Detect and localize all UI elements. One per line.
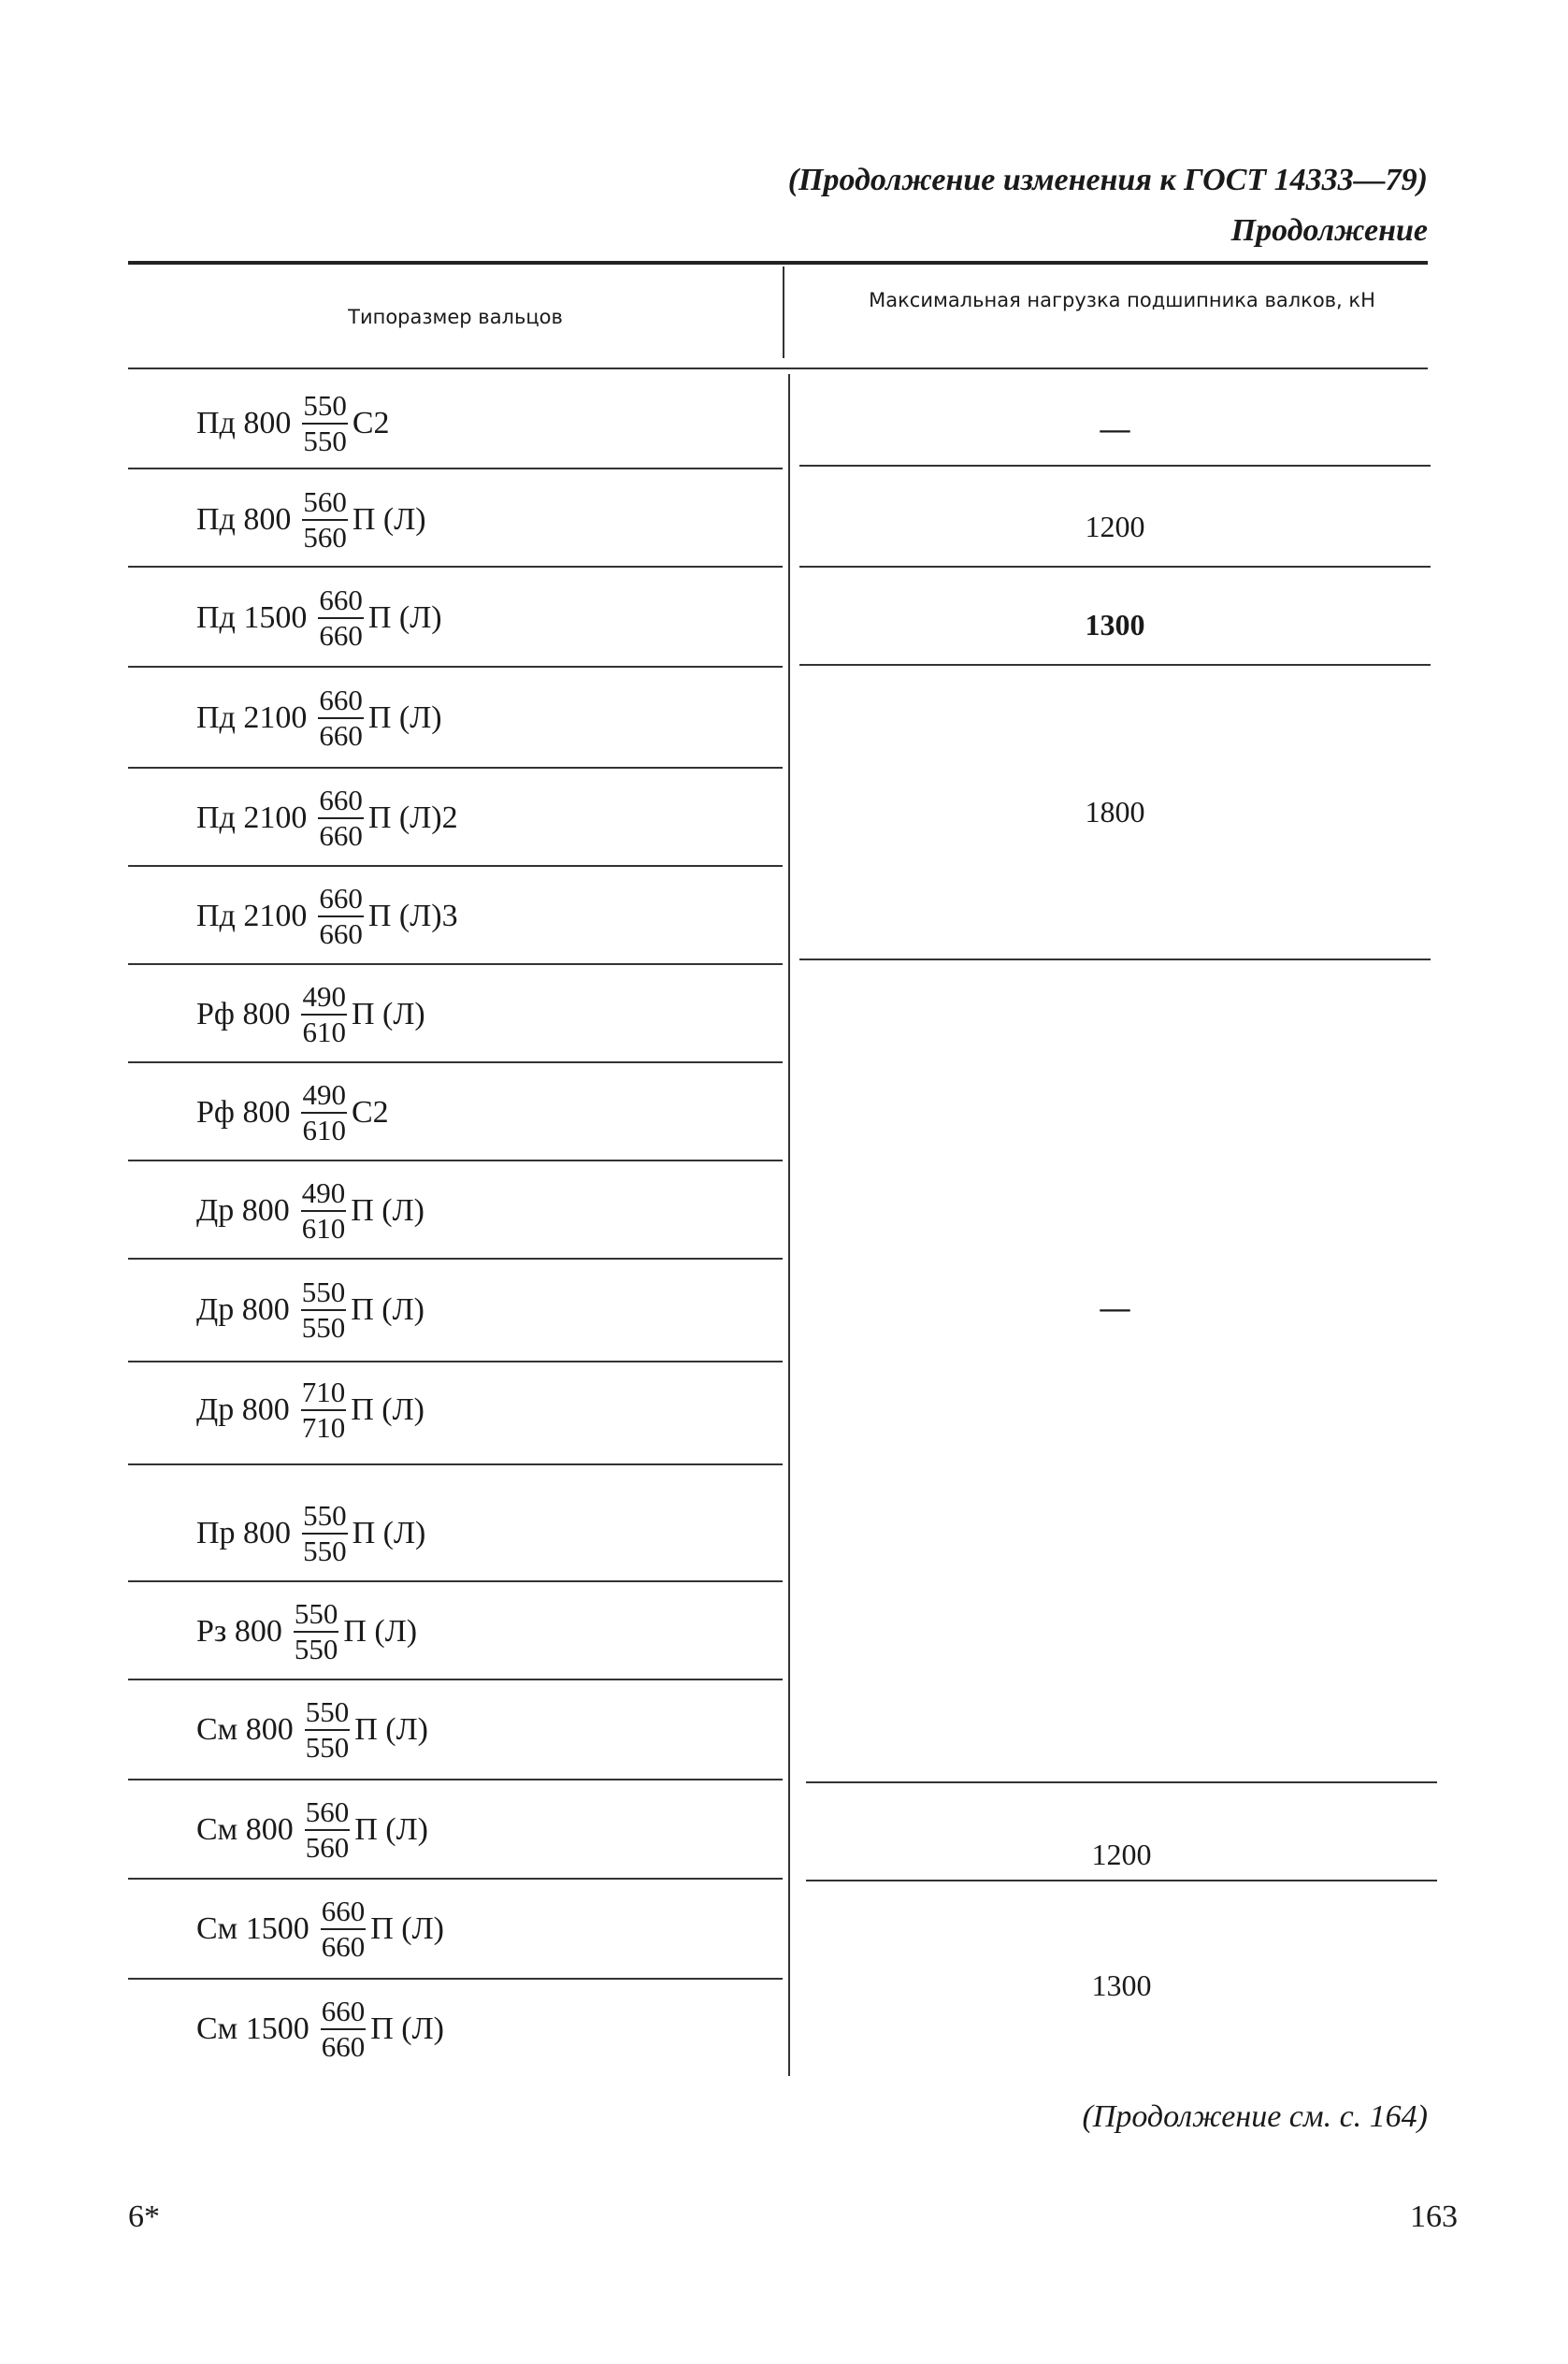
page-number: 163	[1410, 2199, 1458, 2234]
header-rule	[128, 368, 1428, 369]
load-value: 1200	[1091, 1838, 1152, 1871]
load-value: 1200	[1085, 510, 1145, 543]
page-sheet-mark: 6*	[128, 2199, 160, 2234]
load-value: —	[1100, 1290, 1130, 1324]
table-top-rule	[128, 261, 1428, 265]
load-value: —	[1100, 411, 1130, 445]
header-divider	[783, 267, 784, 358]
body-divider	[788, 374, 790, 2076]
load-value: 1300	[1085, 608, 1145, 641]
load-value: 1800	[1085, 795, 1145, 829]
table-row: Др 800 $\frac{550}{550}$ П (Л)	[196, 1275, 424, 1344]
table-row: Пд 1500 $\frac{660}{660}$ П (Л)	[196, 583, 442, 652]
table-row: См 800 $\frac{550}{550}$ П (Л)	[196, 1694, 428, 1764]
load-value: 1300	[1091, 1968, 1152, 2002]
table-row: См 1500 $\frac{660}{660}$ П (Л)	[196, 1894, 444, 1963]
column-header-load: Максимальная нагрузка подшипника валков, кН	[869, 289, 1375, 311]
column-header-size: Типоразмер вальцов	[348, 306, 563, 328]
table-row: Рз 800 $\frac{550}{550}$ П (Л)	[196, 1596, 418, 1665]
table-row: См 1500 $\frac{660}{660}$ П (Л)	[196, 1994, 444, 2063]
table-row: Др 800 $\frac{490}{610}$ П (Л)	[196, 1175, 424, 1245]
table-row: Пр 800 $\frac{550}{550}$ П (Л)	[196, 1498, 426, 1567]
table-row: Пд 2100 $\frac{660}{660}$ П (Л)3	[196, 881, 458, 950]
table-row: Пд 2100 $\frac{660}{660}$ П (Л)2	[196, 783, 458, 852]
continued-note: (Продолжение см. с. 164)	[1082, 2099, 1428, 2134]
table-row: Др 800 $\frac{710}{710}$ П (Л)	[196, 1375, 424, 1444]
continuation-title: (Продолжение изменения к ГОСТ 14333—79)	[787, 163, 1428, 197]
table-row: Рф 800 $\frac{490}{610}$ П (Л)	[196, 979, 425, 1048]
table-row: Пд 800 $\frac{560}{560}$ П (Л)	[196, 484, 426, 554]
continuation-label: Продолжение	[1230, 213, 1428, 248]
table-row: Пд 2100 $\frac{660}{660}$ П (Л)	[196, 683, 442, 752]
table-row: См 800 $\frac{560}{560}$ П (Л)	[196, 1795, 428, 1864]
table-row: Рф 800 $\frac{490}{610}$ С2	[196, 1077, 389, 1146]
table-row: Пд 800 $\frac{550}{550}$ С2	[196, 388, 390, 457]
